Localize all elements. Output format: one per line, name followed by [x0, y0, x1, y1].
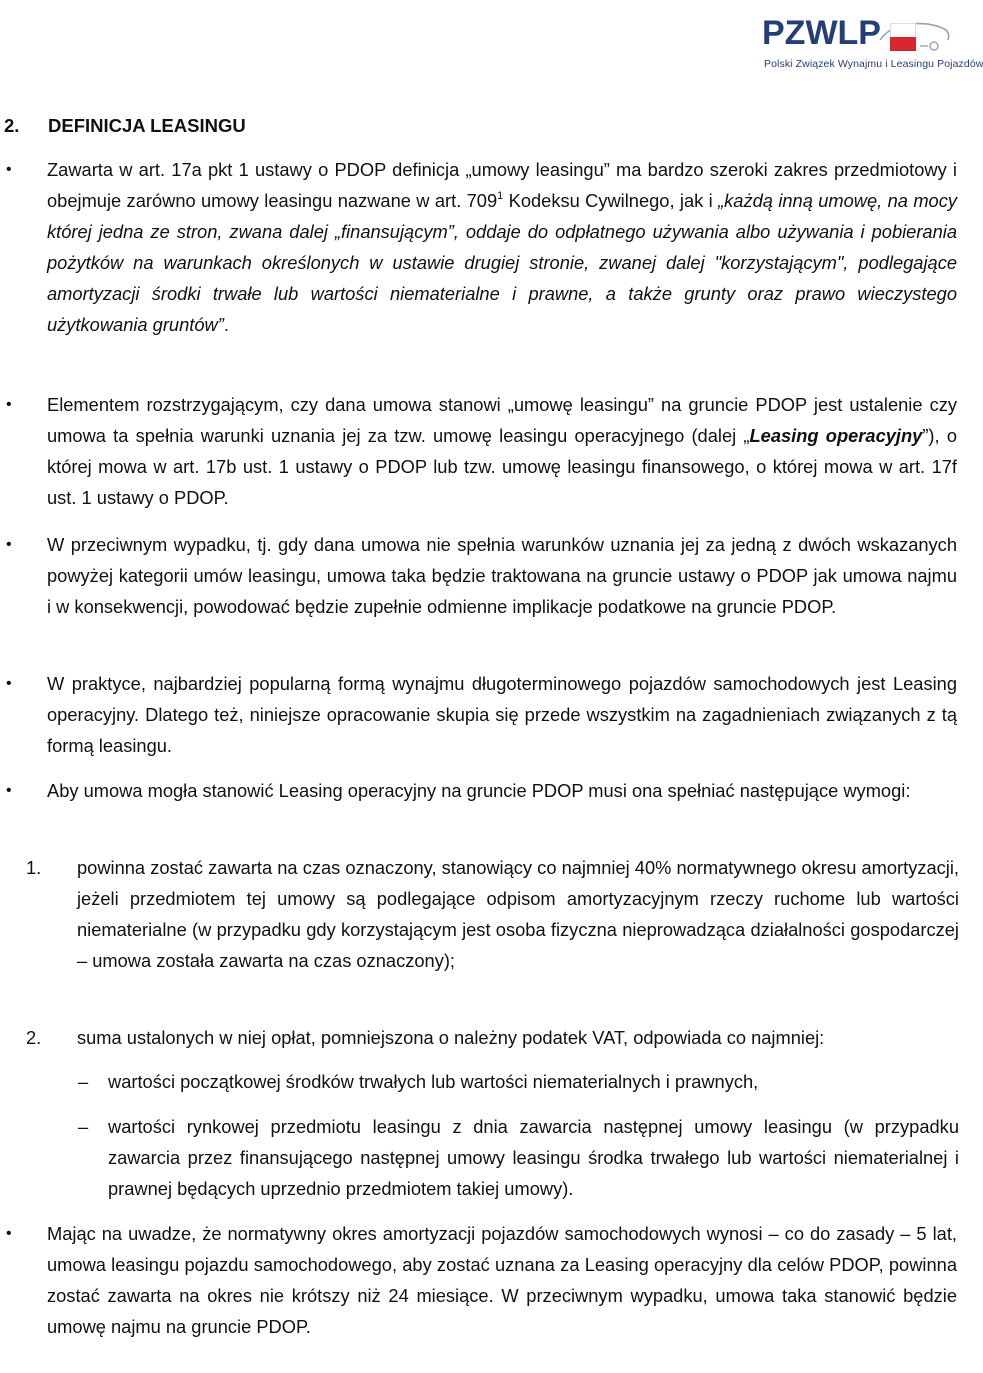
pzwlp-logo: [756, 8, 983, 78]
bullet-marker: •: [6, 396, 12, 413]
defined-term: Leasing operacyjny: [749, 425, 923, 446]
bullet-marker: •: [6, 161, 12, 178]
item-text: suma ustalonych w niej opłat, pomniejszona o należny podatek VAT, odpowiada co najmniej:: [77, 1027, 825, 1048]
item-number: 1.: [26, 857, 42, 878]
bullet-marker: •: [6, 782, 12, 799]
sub-item-text: wartości początkowej środków trwałych lub wartości niematerialnych i prawnych,: [108, 1071, 759, 1092]
sub-item-text: wartości rynkowej przedmiotu leasingu z dnia zawarcia następnej umowy leasingu (w przypadku zawarcia przez finansującego następnej umowy leasingu środka trwałego lub wartości niematerialnej i prawnej będących uprzednio przedmiotem takiej umowy).: [108, 1116, 959, 1199]
section-number: 2.: [4, 115, 20, 136]
paragraph-text: .: [223, 314, 229, 335]
logo-tagline: Polski Związek Wynajmu i Leasingu Pojazdów: [764, 58, 983, 70]
quoted-definition: „każdą inną umowę, na mocy której jedna ze stron, zwana dalej „finansującym”, oddaje do odpłatnego używania albo używania i pobierania pożytków na warunkach określonych w ustawie drugiej stronie, zwanej dalej "korzystającym", podlegające amortyzacji środki trwałe lub wartości niematerialne i prawne, a także grunty oraz prawo wieczystego użytkowania gruntów”: [47, 190, 957, 335]
footnote-superscript: 1: [497, 190, 504, 202]
paragraph-requirements-intro: Aby umowa mogła stanowić Leasing operacyjny na gruncie PDOP musi ona spełniać następujące wymogi:: [47, 780, 911, 801]
paragraph-deciding-element: [47, 389, 957, 513]
paragraph-text: ”), o której mowa w art. 17b ust. 1 ustawy o PDOP lub tzw. umowę leasingu finansowego, o której mowa w art. 17f ust. 1 ustawy o PDOP.: [47, 425, 957, 508]
paragraph-otherwise: W przeciwnym wypadku, tj. gdy dana umowa nie spełnia warunków uznania jej za jedną z dwóch wskazanych powyżej kategorii umów leasingu, umowa taka będzie traktowana na gruncie ustawy o PDOP jak umowa najmu i w konsekwencji, powodować będzie zupełnie odmienne implikacje podatkowe na gruncie PDOP.: [47, 534, 957, 617]
bullet-marker: •: [6, 675, 12, 692]
paragraph-text: Zawarta w art. 17a pkt 1 ustawy o PDOP definicja „umowy leasingu” ma bardzo szeroki zakres przedmiotowy i obejmuje zarówno umowy leasingu nazwane w art. 709: [47, 159, 957, 211]
paragraph-text: Elementem rozstrzygającym, czy dana umowa stanowi „umowę leasingu” na gruncie PDOP jest ustalenie czy umowa ta spełnia warunki uznania jej za tzw. umowę leasingu operacyjnego (dalej „: [47, 394, 957, 446]
paragraph-text: Kodeksu Cywilnego, jak i: [503, 190, 719, 211]
paragraph-lease-definition: [47, 154, 957, 340]
polish-flag-icon: [890, 23, 916, 51]
paragraph-in-practice: W praktyce, najbardziej popularną formą wynajmu długoterminowego pojazdów samochodowych jest Leasing operacyjny. Dlatego też, niniejsze opracowanie skupia się przede wszystkim na zagadnieniach związanych z tą formą leasingu.: [47, 673, 957, 756]
item-number: 2.: [26, 1027, 42, 1048]
bullet-marker: •: [6, 1225, 12, 1242]
item-text: powinna zostać zawarta na czas oznaczony, stanowiący co najmniej 40% normatywnego okresu amortyzacji, jeżeli przedmiotem tej umowy są podlegające odpisom amortyzacyjnym rzeczy ruchome lub wartości niematerialne (w przypadku gdy korzystającym jest osoba fizyczna nieprowadząca działalności gospodarczej – umowa została zawarta na czas oznaczony);: [77, 857, 959, 971]
paragraph-conclusion: Mając na uwadze, że normatywny okres amortyzacji pojazdów samochodowych wynosi – co do zasady – 5 lat, umowa leasingu pojazdu samochodowego, aby zostać uznana za Leasing operacyjny dla celów PDOP, powinna zostać zawarta na okres nie krótszy niż 24 miesiące. W przeciwnym wypadku, umowa taka stanowić będzie umowę najmu na gruncie PDOP.: [47, 1223, 957, 1337]
dash-marker: –: [78, 1116, 89, 1137]
logo-wordmark: PZWLP: [762, 14, 881, 52]
bullet-marker: •: [6, 536, 12, 553]
section-title: DEFINICJA LEASINGU: [48, 115, 246, 136]
dash-marker: –: [78, 1071, 89, 1092]
section-heading: [4, 112, 246, 140]
